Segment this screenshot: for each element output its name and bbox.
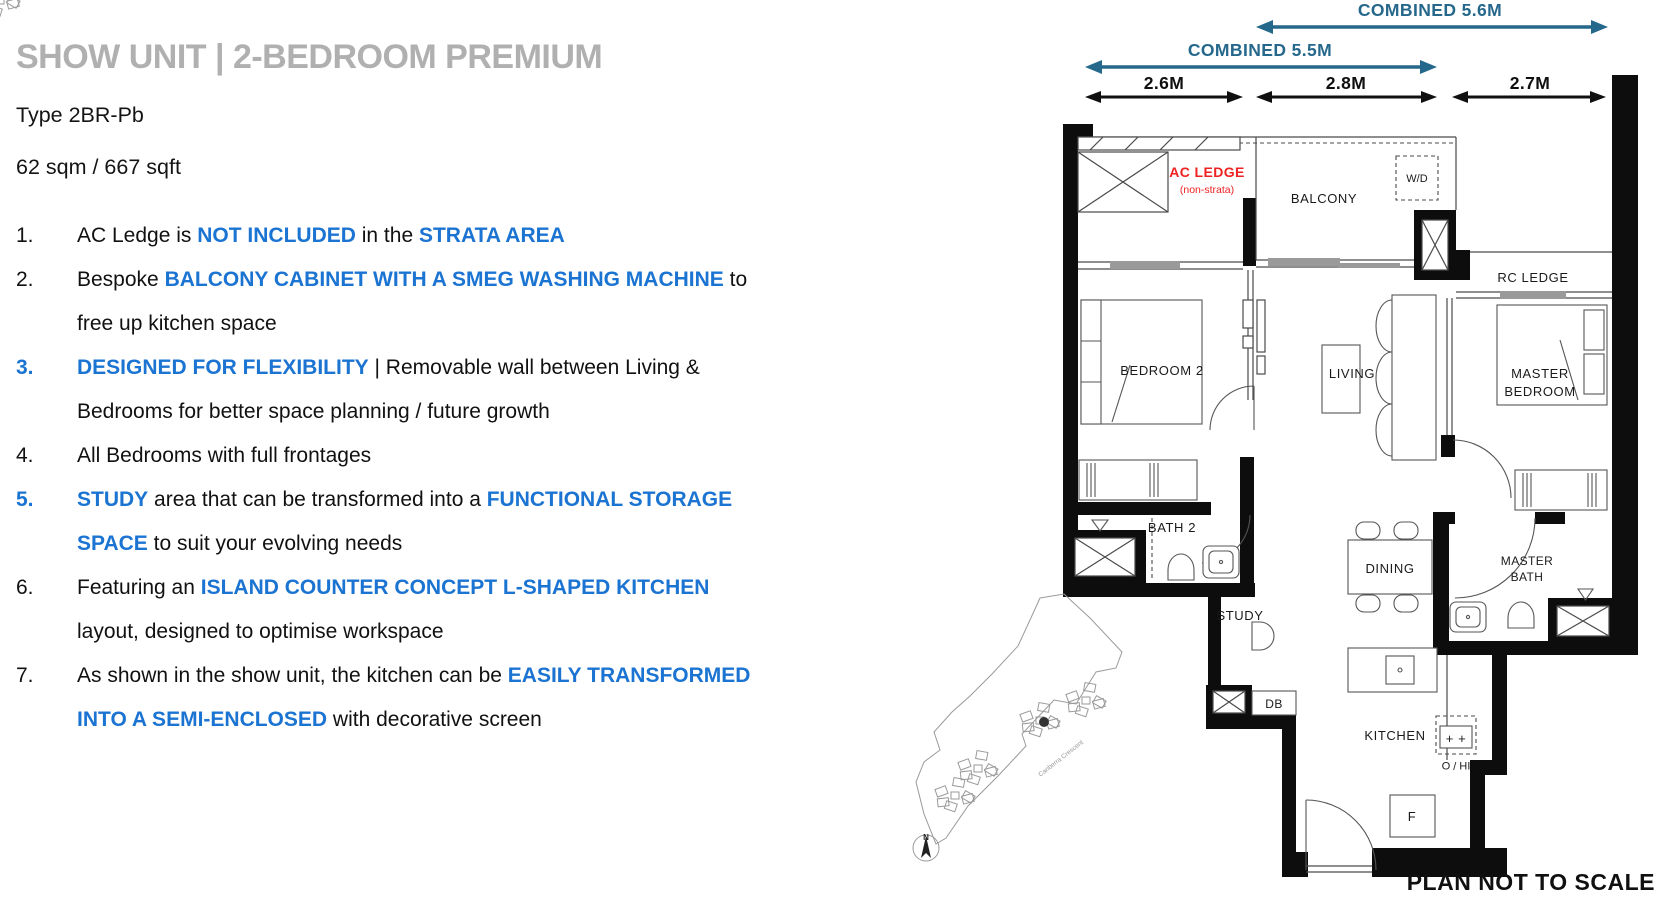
north-arrow-icon xyxy=(913,833,939,861)
dimension-combined-mid xyxy=(1085,40,1437,74)
room-label-rc-ledge: RC LEDGE xyxy=(1497,270,1569,285)
feature-text: area that can be transformed into a xyxy=(148,488,487,511)
dimension-label: COMBINED 5.6M xyxy=(1357,0,1503,20)
keyplan-cluster xyxy=(935,778,975,812)
feature-highlight: NOT INCLUDED xyxy=(197,224,356,247)
room-label-kitchen: KITCHEN xyxy=(1364,728,1426,743)
feature-text: free up kitchen space xyxy=(77,312,277,335)
keyplan-street-label: Canberra Crescent xyxy=(1037,739,1085,779)
feature-text: All Bedrooms with full frontages xyxy=(77,444,372,467)
page-title: SHOW UNIT | 2-BEDROOM PREMIUM xyxy=(16,38,603,76)
feature-text: | Removable wall between Living & xyxy=(368,356,700,379)
feature-highlight: INTO A SEMI-ENCLOSED xyxy=(77,708,328,731)
feature-highlight: BALCONY CABINET WITH A SMEG WASHING MACHINE xyxy=(164,268,724,291)
feature-number: 6. xyxy=(16,576,34,599)
room-label-master-bath2: BATH xyxy=(1510,570,1544,584)
feature-text: Bespoke xyxy=(77,268,165,291)
dimension-left xyxy=(1085,73,1243,103)
room-label-living: LIVING xyxy=(1328,366,1376,381)
dimension-right xyxy=(1452,73,1606,103)
dimension-label: 2.6M xyxy=(1143,73,1185,93)
feature-text: Bedrooms for better space planning / future growth xyxy=(77,400,550,423)
room-labels xyxy=(1120,164,1655,895)
feature-text: As shown in the show unit, the kitchen can be xyxy=(77,664,508,687)
room-label-hob: IH / O xyxy=(1441,759,1471,771)
feature-text: with decorative screen xyxy=(327,708,542,731)
room-label-db: DB xyxy=(1265,697,1283,711)
dimension-mid xyxy=(1256,73,1437,103)
feature-highlight: ISLAND COUNTER CONCEPT L-SHAPED KITCHEN xyxy=(200,576,710,599)
dimension-label: 2.8M xyxy=(1325,73,1367,93)
room-label-ac-ledge: AC LEDGE xyxy=(1169,164,1245,180)
room-label-bedroom2: BEDROOM 2 xyxy=(1120,363,1204,378)
feature-highlight: SPACE xyxy=(77,532,148,555)
hob-burners: + + xyxy=(1445,731,1467,746)
room-label-master-bedroom: MASTER xyxy=(1511,366,1569,381)
feature-highlight: STRATA AREA xyxy=(418,224,565,247)
feature-highlight: FUNCTIONAL STORAGE xyxy=(486,488,733,511)
feature-number: 4. xyxy=(16,444,34,467)
feature-text: layout, designed to optimise workspace xyxy=(77,620,444,643)
feature-highlight: STUDY xyxy=(77,488,149,511)
feature-text: AC Ledge is xyxy=(77,224,198,247)
feature-number: 7. xyxy=(16,664,34,687)
room-label-ac-ledge-note: (non-strata) xyxy=(1179,184,1235,196)
feature-number: 2. xyxy=(16,268,34,291)
room-label-master-bedroom2: BEDROOM xyxy=(1504,384,1576,399)
feature-text: Featuring an xyxy=(77,576,201,599)
feature-number: 1. xyxy=(16,224,34,247)
room-label-wd: W/D xyxy=(1406,173,1428,185)
plan-scale-note: PLAN NOT TO SCALE xyxy=(1406,869,1655,895)
room-label-balcony: BALCONY xyxy=(1290,191,1358,206)
unit-area: 62 sqm / 667 sqft xyxy=(16,155,181,179)
room-label-master-bath: MASTER xyxy=(1500,554,1554,568)
room-label-bath2: BATH 2 xyxy=(1147,520,1197,535)
feature-number: 3. xyxy=(16,356,34,379)
feature-text: to suit your evolving needs xyxy=(147,532,403,555)
dimension-combined-top xyxy=(1256,0,1608,34)
room-label-fridge: F xyxy=(1407,809,1417,824)
feature-highlight: EASILY TRANSFORMED xyxy=(507,664,751,687)
feature-text: to xyxy=(723,268,748,291)
room-label-dining: DINING xyxy=(1365,561,1415,576)
feature-number: 5. xyxy=(16,488,34,511)
dimension-label: COMBINED 5.5M xyxy=(1187,40,1333,60)
feature-highlight: DESIGNED FOR FLEXIBILITY xyxy=(77,356,369,379)
north-label: N xyxy=(923,833,929,842)
unit-type: Type 2BR-Pb xyxy=(16,103,144,127)
dimension-label: 2.7M xyxy=(1509,73,1551,93)
feature-text: in the xyxy=(355,224,419,247)
room-label-study: STUDY xyxy=(1216,608,1264,623)
keyplan-unit-highlight xyxy=(1039,717,1049,727)
